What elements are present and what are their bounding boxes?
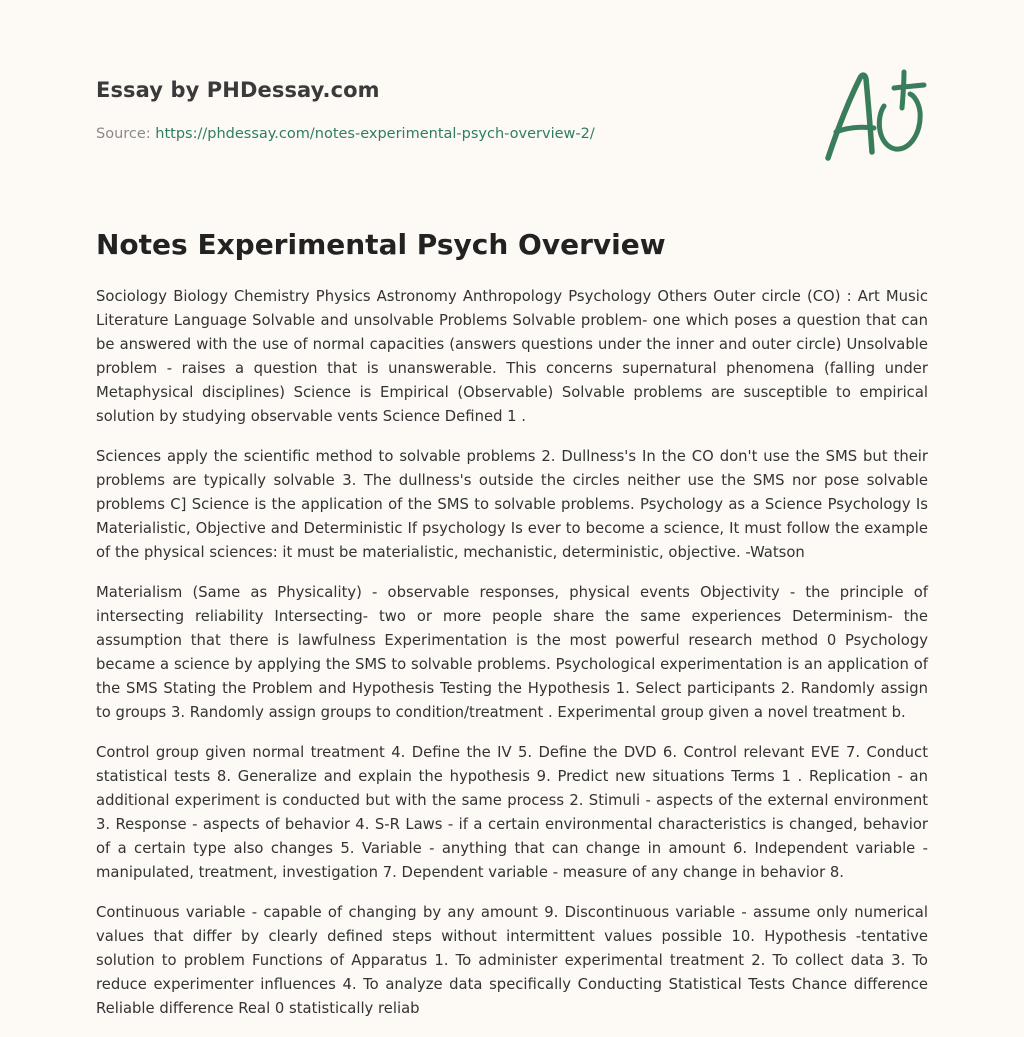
essay-paragraph: Materialism (Same as Physicality) - observable responses, physical events Objectivity - the principle of intersecting reliability Intersecting- two or more people share the same experiences Determinism- the assumption that there is lawfulness Experimentation is the most powerful research method 0 Psychology became a science by applying the SMS to solvable problems. Psychological experimentation is an application of the SMS Stating the Problem and Hypothesis Testing the Hypothesis 1. Select participants 2. Randomly assign to groups 3. Randomly assign groups to condition/treatment . Experimental group given a novel treatment b.	[96, 584, 928, 721]
site-brand: Essay by PHDessay.com	[96, 78, 380, 102]
essay-title: Notes Experimental Psych Overview	[96, 228, 666, 261]
page-header	[96, 76, 796, 144]
source-line	[96, 124, 796, 144]
essay-paragraph: Sciences apply the scientific method to solvable problems 2. Dullness's In the CO don't use the SMS but their problems are typically solvable 3. The dullness's outside the circles neither use the SMS nor pose solvable problems C] Science is the application of the SMS to solvable problems. Psychology as a Science Psychology Is Materialistic, Objective and Deterministic If psychology Is ever to become a science, It must follow the example of the physical sciences: it must be materialistic, mechanistic, deterministic, objective. -Watson	[96, 448, 928, 561]
essay-paragraph: Continuous variable - capable of changing by any amount 9. Discontinuous variable - assume only numerical values that differ by clearly defined steps without intermittent values possible 10. Hypothesis -tentative solution to problem Functions of Apparatus 1. To administer experimental treatment 2. To collect data 3. To reduce experimenter influences 4. To analyze data specifically Conducting Statistical Tests Chance difference Reliable difference Real 0 statistically reliab	[96, 904, 928, 1017]
a-plus-grade-icon	[822, 66, 928, 166]
essay-body	[96, 285, 928, 1037]
essay-paragraph: Sociology Biology Chemistry Physics Astronomy Anthropology Psychology Others Outer circle (CO) : Art Music Literature Language Solvable and unsolvable Problems Solvable problem- one which poses a question that can be answered with the use of normal capacities (answers questions under the inner and outer circle) Unsolvable problem - raises a question that is unanswerable. This concerns supernatural phenomena (falling under Metaphysical disciplines) Science is Empirical (Observable) Solvable problems are susceptible to empirical solution by studying observable vents Science Defined 1 .	[96, 288, 928, 425]
source-link[interactable]: https://phdessay.com/notes-experimental-psych-overview-2/	[155, 126, 595, 142]
essay-paragraph: Control group given normal treatment 4. Define the IV 5. Define the DVD 6. Control relevant EVE 7. Conduct statistical tests 8. Generalize and explain the hypothesis 9. Predict new situations Terms 1 . Replication - an additional experiment is conducted but with the same process 2. Stimuli - aspects of the external environment 3. Response - aspects of behavior 4. S-R Laws - if a certain environmental characteristics is changed, behavior of a certain type also changes 5. Variable - anything that can change in amount 6. Independent variable - manipulated, treatment, investigation 7. Dependent variable - measure of any change in behavior 8.	[96, 744, 928, 881]
source-label: Source:	[96, 126, 151, 142]
